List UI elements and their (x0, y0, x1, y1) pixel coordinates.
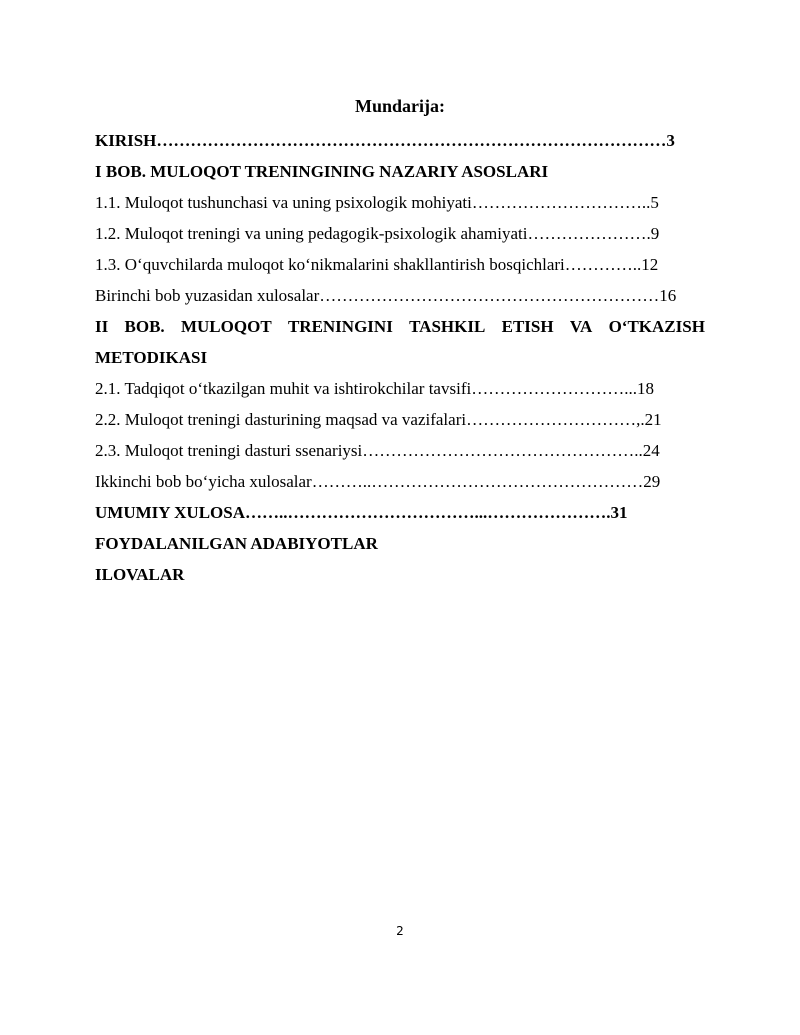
toc-chapter-2-word: II (95, 317, 109, 336)
toc-entry-1-3: 1.3. O‘quvchilarda muloqot ko‘nikmalarini shakllantirish bosqichlari…………..12 (95, 255, 659, 274)
toc-entry-chapter-2-conclusion: Ikkinchi bob bo‘yicha xulosalar………..…………………………………………29 (95, 472, 661, 491)
toc-entry-chapter-1-conclusion: Birinchi bob yuzasidan xulosalar……………………………………………………16 (95, 286, 677, 305)
toc-title: Mundarija: (355, 96, 445, 116)
toc-entry-kirish: KIRISH………………………………………………………………………………3 (95, 131, 675, 150)
toc-entry-general-conclusion: UMUMIY XULOSA……..……………………………...………………….31 (95, 503, 628, 522)
toc-chapter-2-title (95, 311, 705, 342)
toc-chapter-2-word: MULOQOT (180, 317, 272, 336)
toc-entry-references: FOYDALANILGAN ADABIYOTLAR (95, 534, 378, 553)
toc-chapter-2-word: BOB. (124, 317, 165, 336)
toc-entry-2-2: 2.2. Muloqot treningi dasturining maqsad va vazifalari…………………………,.21 (95, 410, 662, 429)
toc-entry-2-3: 2.3. Muloqot treningi dasturi ssenariysi…………………………………………..24 (95, 441, 660, 460)
toc-chapter-2-word: TASHKIL (409, 317, 486, 336)
toc-chapter-2-title-continued: METODIKASI (95, 348, 208, 367)
toc-chapter-2-word: ETISH (501, 317, 554, 336)
toc-chapter-2-word: VA (569, 317, 593, 336)
toc-entry-1-2: 1.2. Muloqot treningi va uning pedagogik-psixologik ahamiyati………………….9 (95, 224, 660, 243)
toc-chapter-2-word: O‘TKAZISH (608, 317, 705, 336)
toc-entry-appendices: ILOVALAR (95, 565, 185, 584)
page-number: 2 (396, 924, 404, 938)
toc-entry-1-1: 1.1. Muloqot tushunchasi va uning psixologik mohiyati…………………………..5 (95, 193, 659, 212)
toc-chapter-2-word: TRENINGINI (287, 317, 393, 336)
toc-chapter-1-title: I BOB. MULOQOT TRENINGINING NAZARIY ASOSLARI (95, 162, 549, 181)
table-of-contents (95, 125, 705, 590)
toc-entry-2-1: 2.1. Tadqiqot o‘tkazilgan muhit va ishtirokchilar tavsifi………………………...18 (95, 379, 654, 398)
